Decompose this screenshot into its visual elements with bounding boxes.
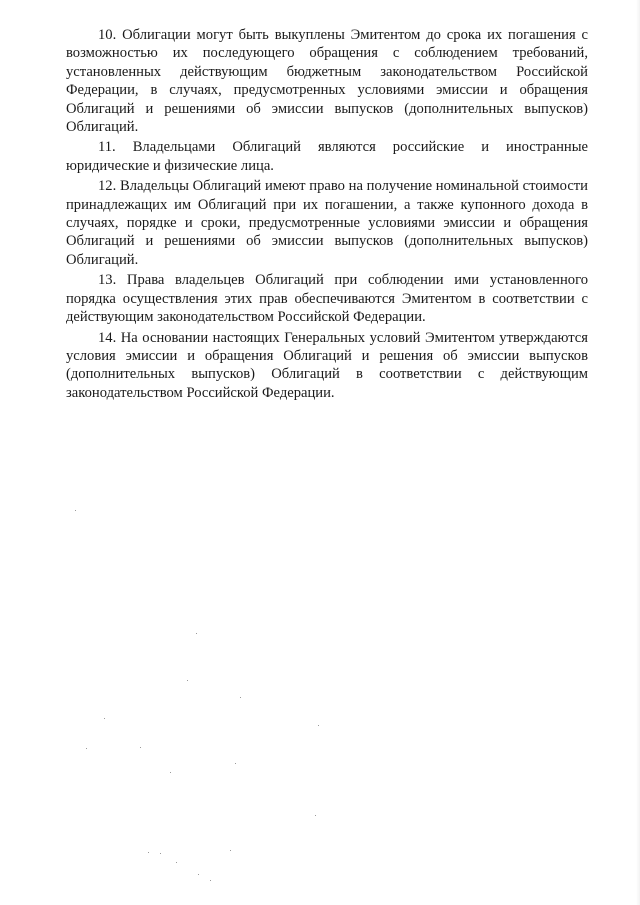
scan-edge-shadow [636, 0, 640, 905]
paragraph-12: 12. Владельцы Облигаций имеют право на получение номинальной стоимости принадлежащих им Облигаций при их погашении, а также купонного дохода в случаях, порядке и сроки, предусмотренные условиями эмиссии и обращения Облигаций и решениями об эмиссии выпусков (дополнительных выпусков) Облигаций. [66, 178, 588, 268]
document-body [66, 26, 588, 402]
paragraph-10: 10. Облигации могут быть выкуплены Эмитентом до срока их погашения с возможностью их последующего обращения с соблюдением требований, установленных действующим бюджетным законодательством Российской Федерации, в случаях, предусмотренных условиями эмиссии и обращения Облигаций и решениями об эмиссии выпусков (дополнительных выпусков) Облигаций. [66, 27, 588, 136]
paragraph-14: 14. На основании настоящих Генеральных условий Эмитентом утверждаются условия эмиссии и обращения Облигаций и решения об эмиссии выпусков (дополнительных выпусков) Облигаций в соответствии с действующим законодательством Российской Федерации. [66, 329, 588, 401]
paragraph-13: 13. Права владельцев Облигаций при соблюдении ими установленного порядка осуществления этих прав обеспечиваются Эмитентом в соответствии с действующим законодательством Российской Федерации. [66, 272, 588, 326]
paragraph-11: 11. Владельцами Облигаций являются российские и иностранные юридические и физические лица. [66, 139, 588, 174]
